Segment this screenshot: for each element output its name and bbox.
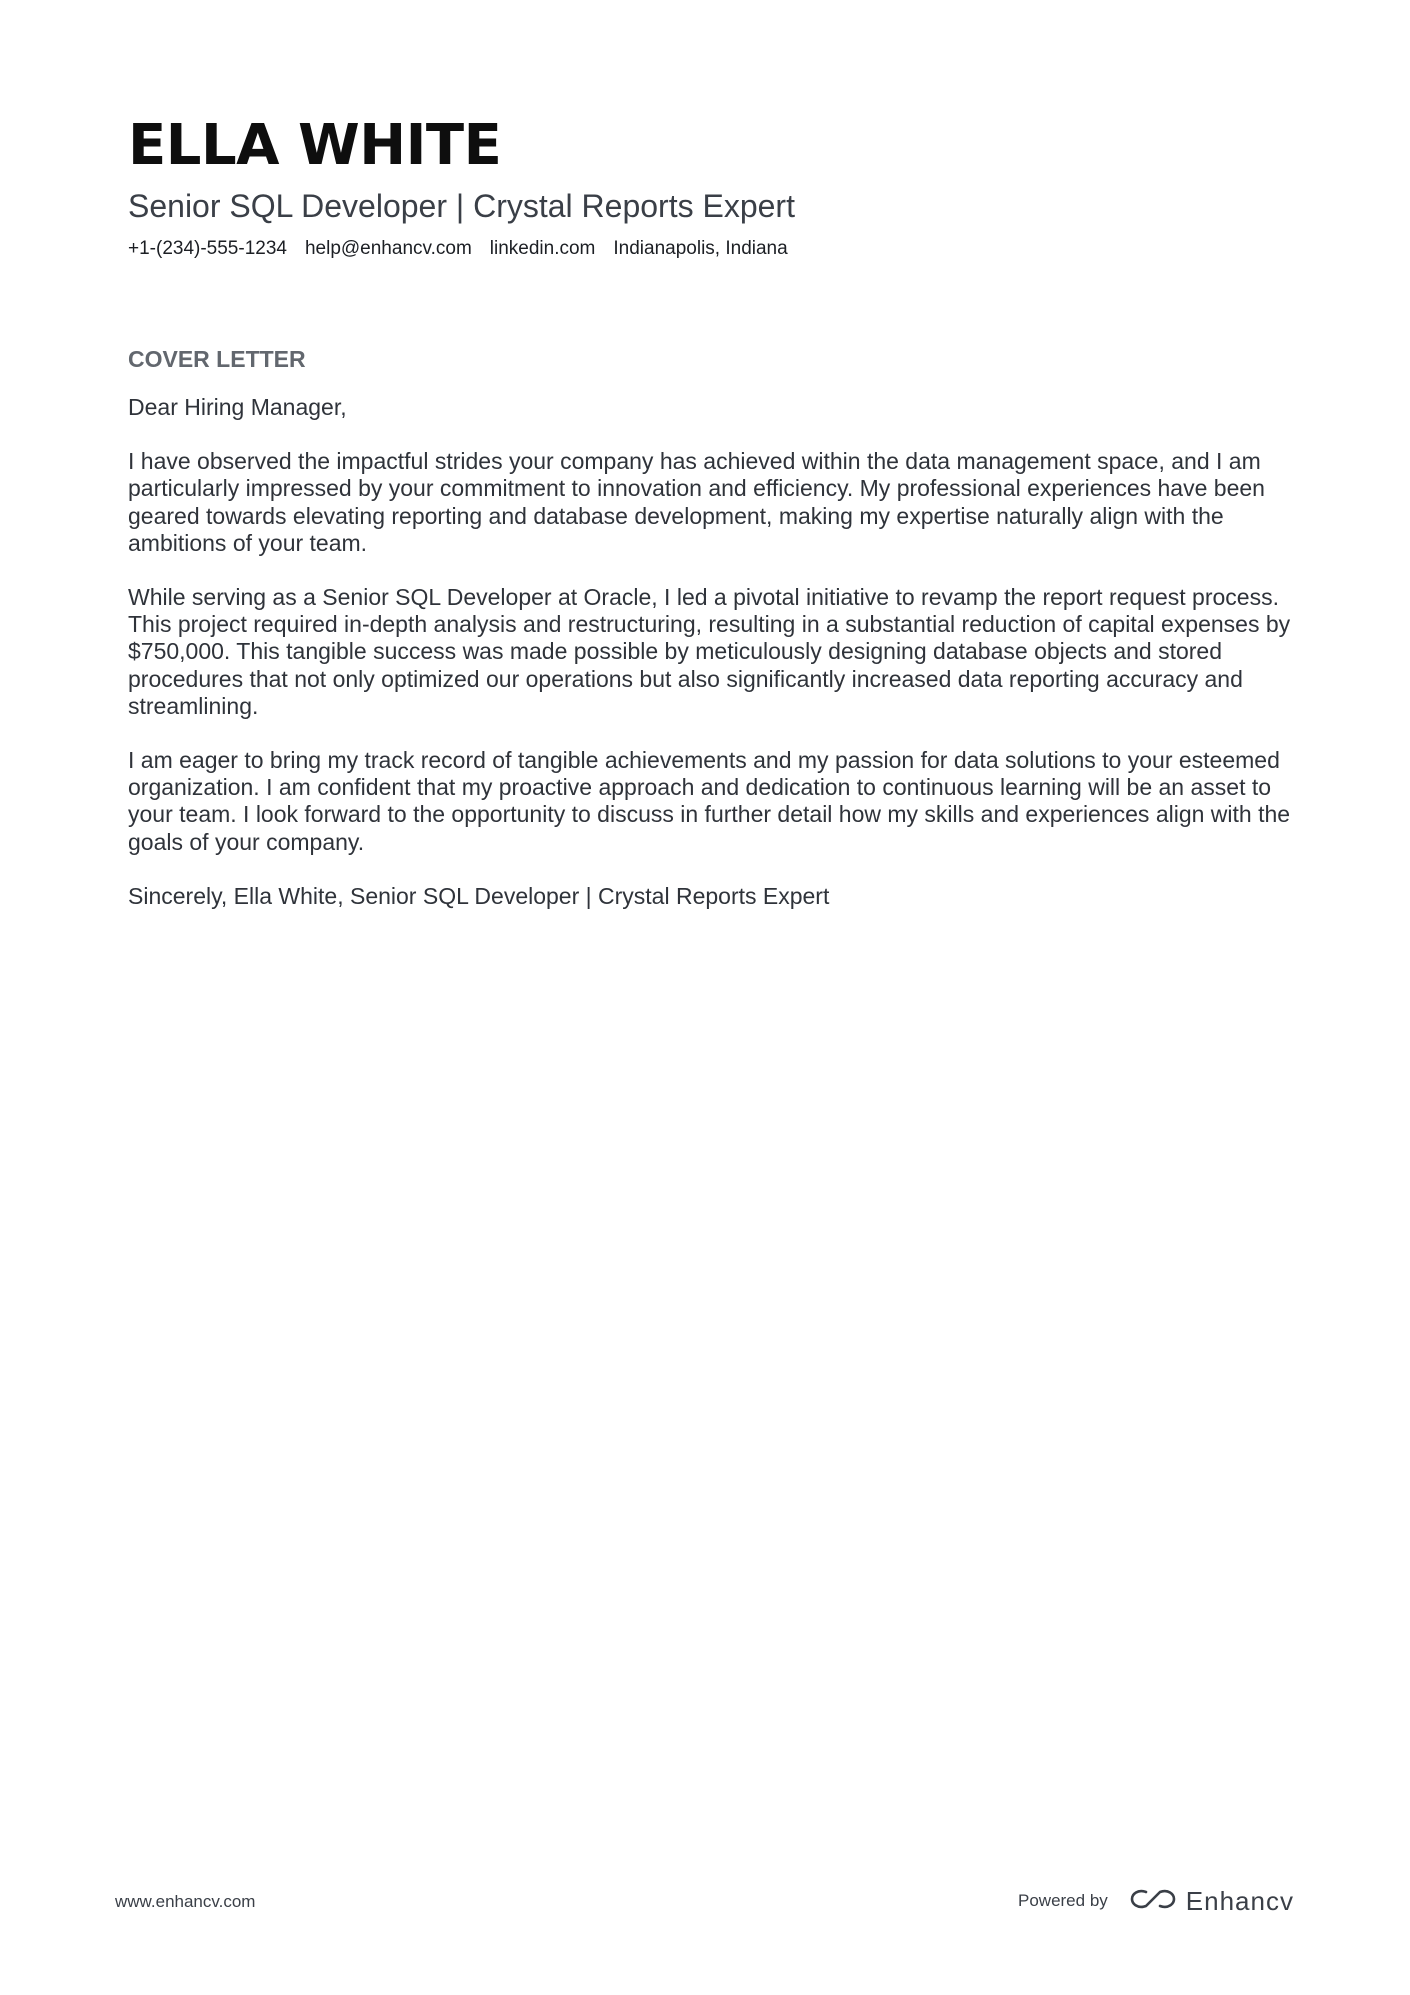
header xyxy=(128,108,1288,262)
letter-paragraph-1: I have observed the impactful strides your company has achieved within the data management space, and I am particularly impressed by your commitment to innovation and efficiency. My professional experiences have been geared towards elevating reporting and database development, making my expertise naturally align with the ambitions of your team. xyxy=(128,448,1265,556)
phone-number: +1-(234)-555-1234 xyxy=(128,238,287,259)
letter-paragraph-2: While serving as a Senior SQL Developer at Oracle, I led a pivotal initiative to revamp the report request process. This project required in-depth analysis and restructuring, resulting in a substantial reduction of capital expenses by $750,000. This tangible success was made possible by meticulously designing database objects and stored procedures that not only optimized our operations but also significantly increased data reporting accuracy and streamlining. xyxy=(128,584,1291,719)
salutation: Dear Hiring Manager, xyxy=(128,394,347,420)
section-title: COVER LETTER xyxy=(128,346,306,372)
enhancv-logo-icon xyxy=(1130,1887,1176,1916)
footer-branding xyxy=(1018,1886,1294,1916)
brand-name: Enhancv xyxy=(1185,1886,1294,1916)
location: Indianapolis, Indiana xyxy=(613,238,788,259)
footer-website[interactable]: www.enhancv.com xyxy=(115,1892,256,1911)
powered-by-label: Powered by xyxy=(1018,1891,1108,1910)
email-link[interactable]: help@enhancv.com xyxy=(304,238,472,259)
closing-signature: Sincerely, Ella White, Senior SQL Developer | Crystal Reports Expert xyxy=(128,882,830,909)
contact-info xyxy=(128,236,1288,262)
letter-paragraph-3: I am eager to bring my track record of tangible achievements and my passion for data solutions to your esteemed organization. I am confident that my proactive approach and dedication to continuous learning will be an asset to your team. I look forward to the opportunity to discuss in further detail how my skills and experiences align with the goals of your company. xyxy=(128,747,1291,855)
brand-logo[interactable] xyxy=(1130,1886,1294,1916)
candidate-name: ELLA WHITE xyxy=(128,113,502,178)
linkedin-link[interactable]: linkedin.com xyxy=(489,238,596,259)
letter-body xyxy=(128,344,1293,937)
candidate-headline: Senior SQL Developer | Crystal Reports Expert xyxy=(128,188,795,224)
